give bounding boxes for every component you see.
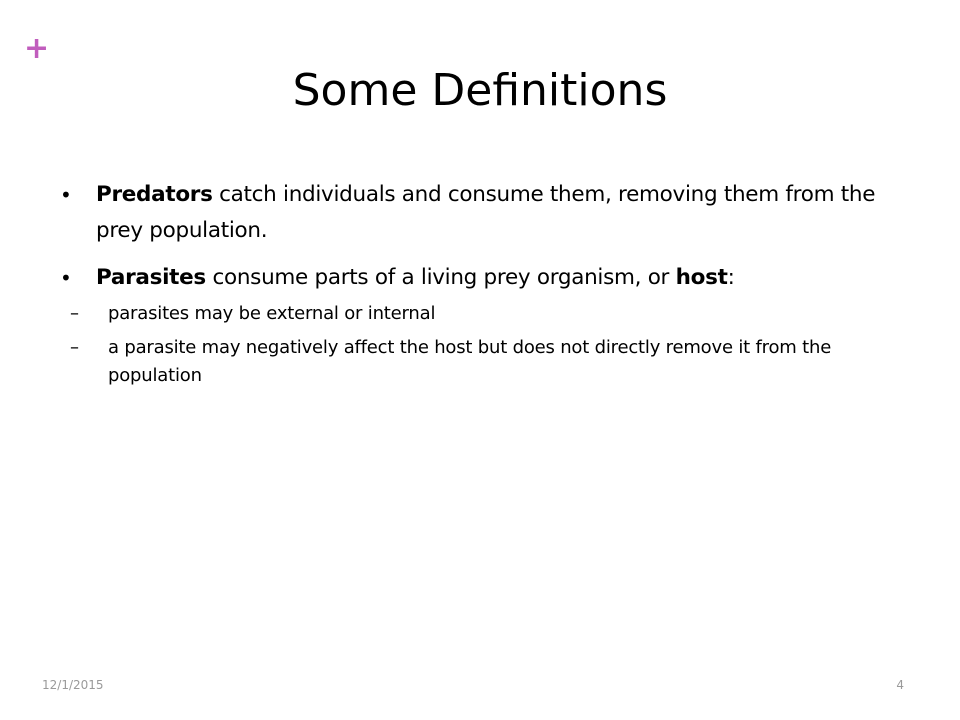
term-predators: Predators <box>96 182 213 207</box>
bullet-dot-icon: • <box>60 266 72 290</box>
page-number: 4 <box>896 678 904 692</box>
sub-bullet-text: a parasite may negatively affect the host but does not directly remove it from the population <box>108 337 832 386</box>
plus-icon: + <box>24 31 50 66</box>
sub-bullet-text: parasites may be external or internal <box>108 303 436 324</box>
sub-bullet-external-internal <box>58 300 908 328</box>
bullet-dot-icon: • <box>60 183 72 207</box>
sub-bullet-host-effect <box>58 334 908 390</box>
slide-title: Some Definitions <box>292 65 668 116</box>
parasites-colon: : <box>727 265 735 290</box>
dash-icon: – <box>70 337 79 358</box>
predators-definition: catch individuals and consume them, removing them from the prey population. <box>96 182 876 243</box>
bullet-parasites <box>58 260 908 296</box>
term-host: host <box>675 265 728 290</box>
parasites-definition: consume parts of a living prey organism, or <box>205 265 676 290</box>
footer-date: 12/1/2015 <box>42 678 104 692</box>
slide-body <box>58 177 908 396</box>
bullet-predators <box>58 177 908 249</box>
term-parasites: Parasites <box>96 265 206 290</box>
dash-icon: – <box>70 303 79 324</box>
